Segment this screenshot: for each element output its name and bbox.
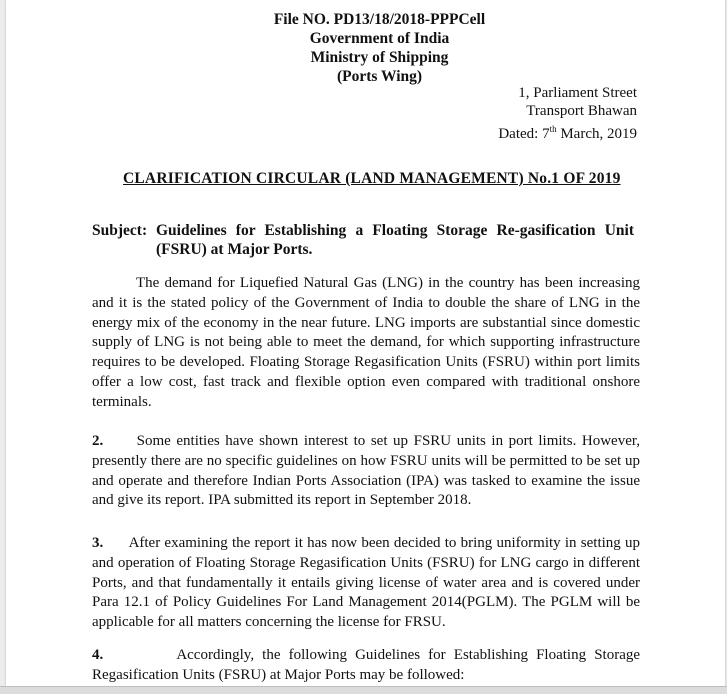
paragraph-2-number: 2. <box>92 433 104 449</box>
subject-text <box>156 221 634 259</box>
address-line-2: Transport Bhawan <box>526 103 637 119</box>
date-line <box>498 120 637 144</box>
subject-block <box>92 221 634 259</box>
paragraph-3-text: After examining the report it has now been decided to bring uniformity in setting up and operation of Floating Storage Regasification Units (FSRU) for LNG cargo in different Ports, and that fundamentally it entails giving license of water area and is covered under Para 12.1 of Policy Guidelines For Land Management 2014(PGLM). The PGLM will be applicable for all matters concerning the license for FRSU. <box>92 535 640 631</box>
subject-line-1: Guidelines for Establishing a Floating Storage Re-gasification Unit <box>156 222 634 239</box>
address-line-1: 1, Parliament Street <box>518 85 637 101</box>
paragraph-1 <box>92 274 640 413</box>
government-name: Government of India <box>309 30 450 47</box>
paragraph-3 <box>92 534 640 633</box>
date-ordinal: th <box>549 124 557 134</box>
paragraph-3-number: 3. <box>92 535 104 551</box>
file-number: File NO. PD13/18/2018-PPPCell <box>273 11 486 28</box>
date-suffix: March, 2019 <box>556 126 637 142</box>
wing-name: (Ports Wing) <box>336 68 423 85</box>
ministry-name: Ministry of Shipping <box>310 49 449 66</box>
circular-title: CLARIFICATION CIRCULAR (LAND MANAGEMENT) No.1 OF 2019 <box>123 170 621 187</box>
subject-label: Subject: <box>92 222 148 239</box>
subject-line-2: (FSRU) at Major Ports. <box>156 241 313 258</box>
paragraph-2 <box>92 432 640 511</box>
document-page <box>6 0 725 686</box>
paragraph-1-text: The demand for Liquefied Natural Gas (LNG) in the country has been increasing and it is the stated policy of the Government of India to double the share of LNG in the energy mix of the economy in the near future. LNG imports are substantial since domestic supply of LNG is not being able to meet the demand, for which supporting infrastructure requires to be developed. Floating Storage Regasification Units (FSRU) within port limits offer a low cost, fast track and flexible option even compared with traditional onshore terminals. <box>92 275 640 410</box>
date-prefix: Dated: 7 <box>498 126 550 142</box>
paragraph-4-number: 4. <box>92 647 104 663</box>
paragraph-4-text: Accordingly, the following Guidelines for Establishing Floating Storage Regasification Units (FSRU) at Major Ports may be followed: <box>92 647 641 683</box>
paragraph-4 <box>92 646 640 686</box>
paragraph-2-text: Some entities have shown interest to set up FSRU units in port limits. However, presently there are no specific guidelines on how FSRU units will be permitted to be set up and operate and therefore Indian Ports Association (IPA) was tasked to examine the issue and give its report. IPA submitted its report in September 2018. <box>92 433 641 509</box>
